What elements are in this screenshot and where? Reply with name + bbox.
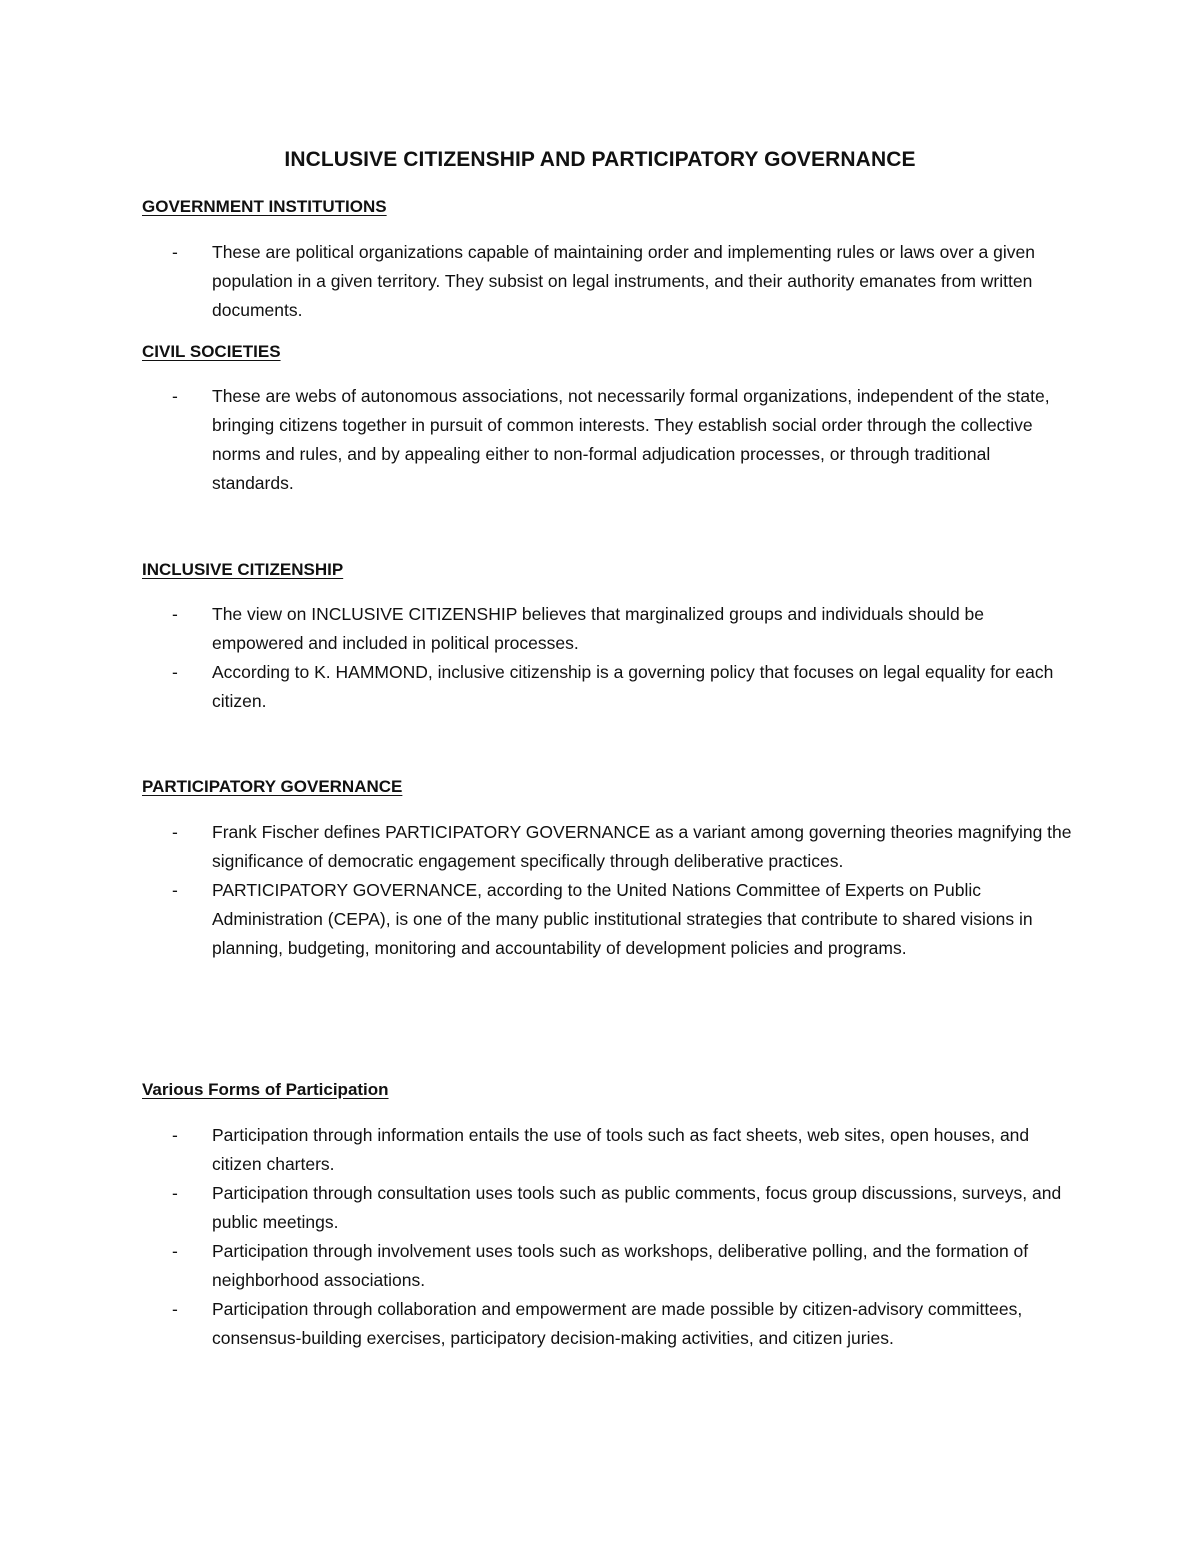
section-list-various-forms-of-participation (172, 1121, 1072, 1353)
dash-bullet: - (172, 1241, 178, 1261)
section-heading-various-forms-of-participation: Various Forms of Participation (142, 1080, 389, 1099)
dash-bullet: - (172, 1299, 178, 1319)
list-item (172, 876, 1072, 963)
section-heading-participatory-governance: PARTICIPATORY GOVERNANCE (142, 777, 403, 796)
list-item (172, 1237, 1072, 1295)
list-item-text: According to K. HAMMOND, inclusive citizenship is a governing policy that focuses on legal equality for each citizen. (212, 662, 1054, 711)
list-item-text: These are political organizations capable of maintaining order and implementing rules or laws over a given population in a given territory. They subsist on legal instruments, and their authority emanates from written documents. (212, 242, 1035, 320)
section-list-government-institutions (172, 238, 1072, 325)
dash-bullet: - (172, 662, 178, 682)
list-item (172, 658, 1072, 716)
list-item-text: Participation through collaboration and empowerment are made possible by citizen-advisory committees, consensus-building exercises, participatory decision-making activities, and citizen juries. (212, 1299, 1023, 1348)
list-item-text: Participation through consultation uses tools such as public comments, focus group discussions, surveys, and public meetings. (212, 1183, 1062, 1232)
list-item (172, 1179, 1072, 1237)
dash-bullet: - (172, 1183, 178, 1203)
section-list-inclusive-citizenship (172, 600, 1072, 716)
list-item (172, 600, 1072, 658)
list-item-text: The view on INCLUSIVE CITIZENSHIP believes that marginalized groups and individuals should be empowered and included in political processes. (212, 604, 985, 653)
list-item-text: PARTICIPATORY GOVERNANCE, according to the United Nations Committee of Experts on Public Administration (CEPA), is one of the many public institutional strategies that contribute to shared visions in planning, budgeting, monitoring and accountability of development policies and programs. (212, 880, 1033, 958)
list-item (172, 1295, 1072, 1353)
dash-bullet: - (172, 242, 178, 262)
dash-bullet: - (172, 822, 178, 842)
section-heading-civil-societies: CIVIL SOCIETIES (142, 342, 281, 361)
section-heading-government-institutions: GOVERNMENT INSTITUTIONS (142, 197, 387, 216)
dash-bullet: - (172, 386, 178, 406)
dash-bullet: - (172, 880, 178, 900)
list-item-text: Participation through information entails the use of tools such as fact sheets, web sites, open houses, and citizen charters. (212, 1125, 1030, 1174)
list-item-text: Participation through involvement uses tools such as workshops, deliberative polling, and the formation of neighborhood associations. (212, 1241, 1029, 1290)
list-item-text: These are webs of autonomous associations, not necessarily formal organizations, independent of the state, bringing citizens together in pursuit of common interests. They establish social order through the collective norms and rules, and by appealing either to non-formal adjudication processes, or through traditional standards. (212, 386, 1050, 493)
section-list-participatory-governance (172, 818, 1072, 963)
document-title: INCLUSIVE CITIZENSHIP AND PARTICIPATORY GOVERNANCE (284, 148, 916, 171)
list-item (172, 818, 1072, 876)
list-item (172, 238, 1072, 325)
section-list-civil-societies (172, 382, 1072, 498)
list-item-text: Frank Fischer defines PARTICIPATORY GOVERNANCE as a variant among governing theories magnifying the significance of democratic engagement specifically through deliberative practices. (212, 822, 1072, 871)
list-item (172, 1121, 1072, 1179)
section-heading-inclusive-citizenship: INCLUSIVE CITIZENSHIP (142, 560, 344, 579)
dash-bullet: - (172, 1125, 178, 1145)
dash-bullet: - (172, 604, 178, 624)
list-item (172, 382, 1072, 498)
